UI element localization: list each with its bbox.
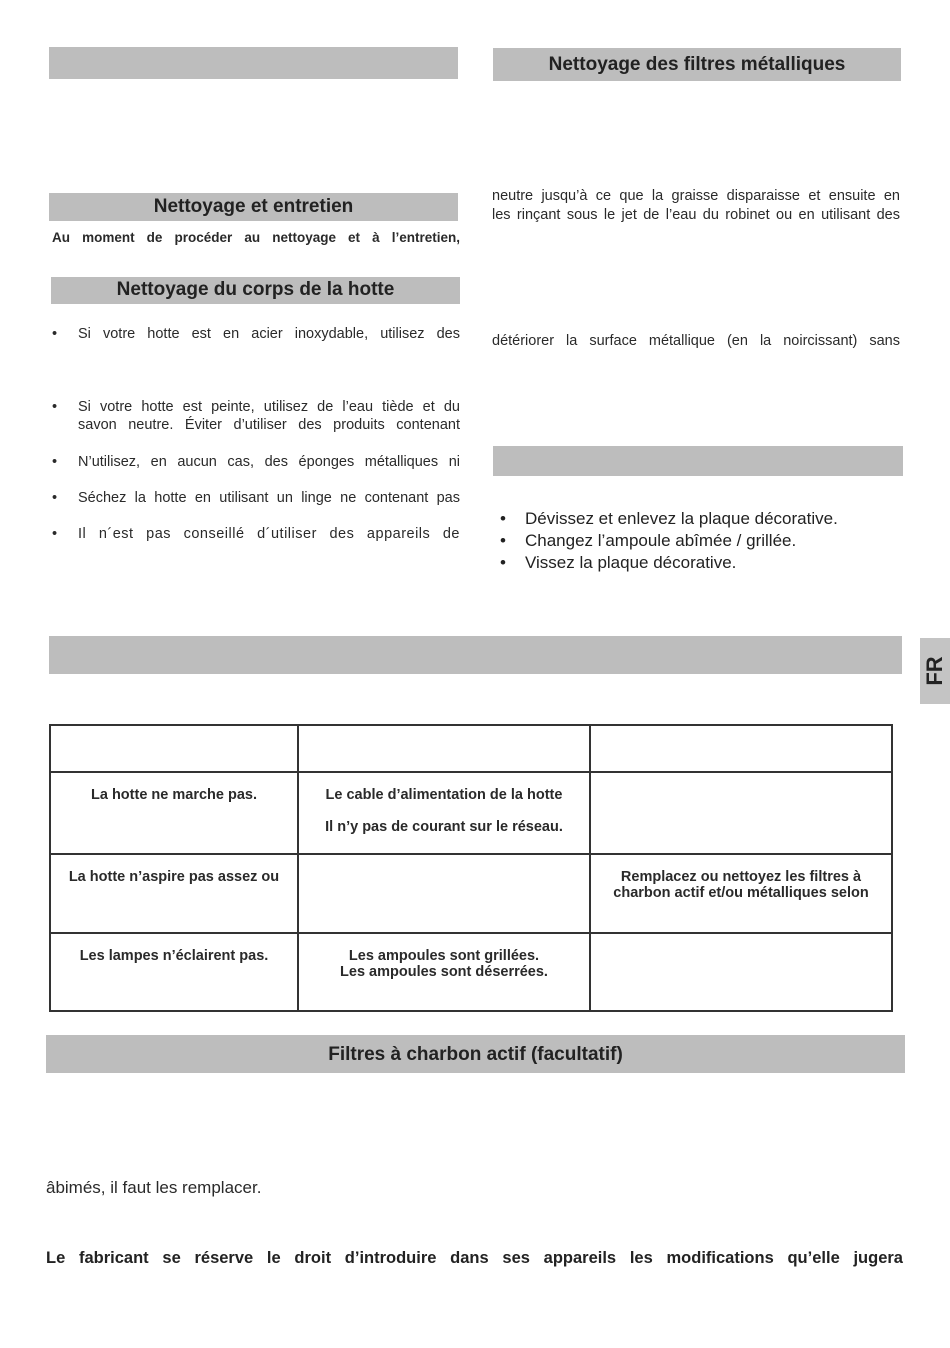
bullet-dot: •	[52, 399, 58, 415]
table-cell: Les lampes n’éclairent pas.	[50, 933, 298, 1011]
table-cell	[50, 725, 298, 772]
table-row	[50, 725, 892, 772]
table-cell	[298, 725, 590, 772]
list-item	[52, 454, 460, 474]
table-cell: La hotte ne marche pas.	[50, 772, 298, 854]
corps-title: Nettoyage du corps de la hotte	[116, 279, 395, 300]
list-item	[500, 531, 900, 553]
bullet-text: Il n´est pas conseillé d´utiliser des appareils de	[78, 526, 460, 542]
bullet-dot: •	[52, 526, 58, 542]
table-cell: Les ampoules sont grillées. Les ampoules sont déserrées.	[298, 933, 590, 1011]
step-text: Dévissez et enlevez la plaque décorative.	[525, 509, 838, 528]
table-row	[50, 854, 892, 933]
charbon-title: Filtres à charbon actif (facultatif)	[328, 1044, 623, 1065]
table-row	[50, 772, 892, 854]
table-cell: Le cable d’alimentation de la hotte Il n’y pas de courant sur le réseau.	[298, 772, 590, 854]
list-item	[500, 509, 900, 531]
bullet-dot: •	[52, 490, 58, 506]
step-text: Changez l’ampoule abîmée / grillée.	[525, 531, 797, 550]
list-item	[52, 399, 460, 439]
entretien-text: Au moment de procéder au nettoyage et à l’entretien,	[52, 230, 460, 245]
bullet-dot: •	[52, 326, 58, 342]
language-label: FR	[922, 656, 947, 686]
table-cell: La hotte n’aspire pas assez ou	[50, 854, 298, 933]
bullet-dot: •	[500, 553, 506, 572]
language-tab	[920, 638, 950, 704]
section-bar-entretien	[49, 193, 458, 221]
table-row	[50, 933, 892, 1011]
table-cell	[298, 854, 590, 933]
charbon-text: âbimés, il faut les remplacer.	[46, 1178, 262, 1197]
list-item	[52, 490, 460, 510]
bullet-text: N’utilisez, en aucun cas, des éponges métalliques ni	[78, 454, 460, 470]
step-text: Vissez la plaque décorative.	[525, 553, 737, 572]
footer-text: Le fabricant se réserve le droit d’introduire dans ses appareils les modifications qu’elle jugera	[46, 1249, 903, 1267]
section-bar-charbon	[46, 1035, 905, 1073]
table-cell	[590, 725, 892, 772]
section-bar-corps	[51, 277, 460, 304]
section-bar-depannage	[49, 636, 902, 674]
bullet-text: Si votre hotte est en acier inoxydable, utilisez des	[78, 326, 460, 342]
table-cell: Remplacez ou nettoyez les filtres à charbon actif et/ou métalliques selon	[590, 854, 892, 933]
list-item	[52, 326, 460, 346]
section-bar-top-left	[49, 47, 458, 79]
section-bar-eclairage	[493, 446, 903, 476]
filtres-text-line: détériorer la surface métallique (en la noircissant) sans	[492, 333, 900, 349]
entretien-title: Nettoyage et entretien	[153, 196, 354, 217]
bullet-text: Séchez la hotte en utilisant un linge ne contenant pas	[78, 490, 460, 506]
list-item	[52, 526, 460, 546]
table-cell	[590, 933, 892, 1011]
bullet-dot: •	[52, 454, 58, 470]
bullet-text: Si votre hotte est peinte, utilisez de l’eau tiède et du	[78, 399, 460, 415]
filtres-text-line: les rinçant sous le jet de l’eau du robinet ou en utilisant des	[492, 207, 900, 223]
filtres-title: Nettoyage des filtres métalliques	[548, 54, 846, 75]
bullet-dot: •	[500, 509, 506, 528]
bullet-dot: •	[500, 531, 506, 550]
bullet-text: savon neutre. Éviter d’utiliser des produits contenant	[78, 417, 460, 433]
table-cell	[590, 772, 892, 854]
list-item	[500, 553, 900, 575]
troubleshooting-table	[49, 724, 893, 1012]
section-bar-filtres	[493, 48, 901, 81]
filtres-text-line: neutre jusqu’à ce que la graisse disparaisse et ensuite en	[492, 188, 900, 204]
